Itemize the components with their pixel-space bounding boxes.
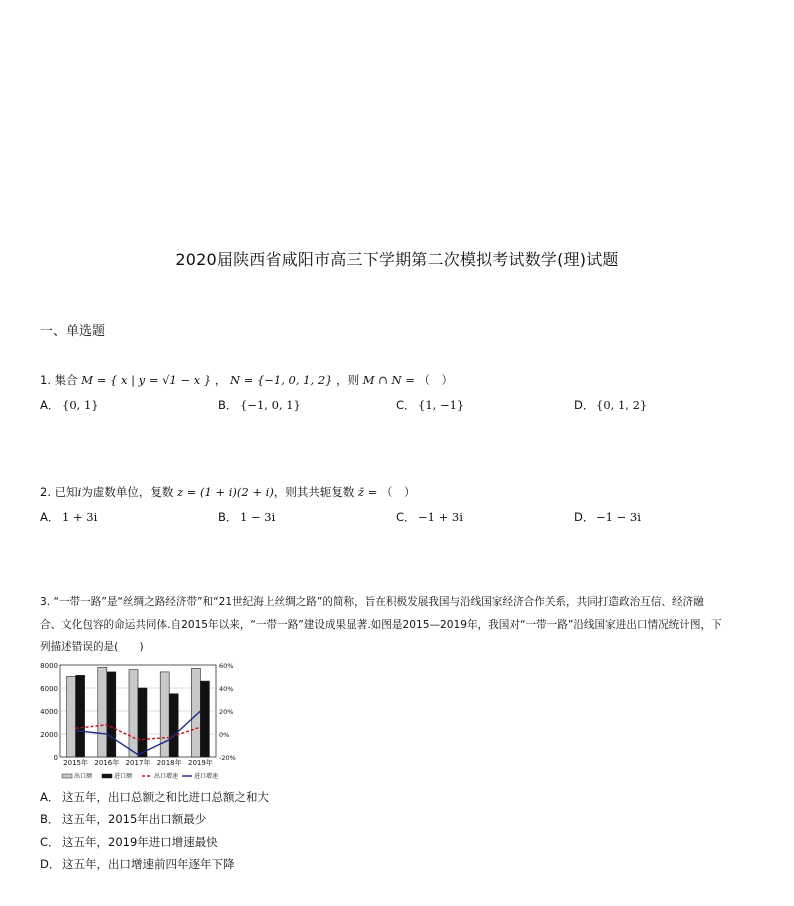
q1-option-c-text: {1, −1} — [418, 398, 465, 412]
q1-option-c[interactable]: C． {1, −1} — [396, 398, 465, 412]
x-tick-label: 2019年 — [187, 759, 213, 767]
q3-line-1: 3. “一带一路”是“丝绸之路经济带”和“21世纪海上丝绸之路”的简称，旨在积极发展我国与沿线国家经济合作关系，共同打造政治互信、经济融 — [40, 596, 704, 608]
x-tick-label: 2017年 — [125, 759, 151, 767]
y-left-tick-label: 0 — [53, 754, 58, 762]
bar-进口额 — [169, 694, 178, 757]
question-1 — [40, 372, 453, 388]
q2-blank: （ ） — [381, 485, 416, 499]
q2-option-d[interactable]: D． −1 − 3i — [574, 510, 641, 524]
q2-text-1: 为虚数单位，复数 — [81, 485, 174, 499]
page-title: 2020届陕西省咸阳市高三下学期第二次模拟考试数学(理)试题 — [175, 250, 619, 269]
y-right-tick-label: 0% — [219, 731, 230, 739]
q1-option-d-text: {0, 1, 2} — [596, 398, 648, 412]
legend-label: 出口额 — [74, 773, 93, 780]
q1-option-b[interactable]: B． {−1, 0, 1} — [218, 398, 301, 412]
bar-进口额 — [76, 675, 85, 757]
chart-bars — [67, 667, 210, 757]
bar-进口额 — [200, 681, 209, 757]
y-left-tick-label: 2000 — [40, 731, 58, 739]
q2-option-a-text: 1 + 3i — [62, 510, 98, 524]
q1-set-n: N = {−1, 0, 1, 2} — [229, 373, 333, 387]
q2-option-c-text: −1 + 3i — [418, 510, 463, 524]
y-right-tick-label: 40% — [219, 685, 234, 693]
bar-进口额 — [138, 688, 147, 757]
section-heading: 一、单选题 — [40, 324, 106, 339]
q2-prefix: 2. 已知 — [40, 485, 78, 499]
q2-text-2: ，则其共轭复数 — [273, 485, 355, 499]
q1-mid: ， — [214, 373, 227, 387]
x-tick-label: 2018年 — [156, 759, 182, 767]
q2-option-a[interactable]: A． 1 + 3i — [40, 510, 98, 524]
bar-出口额 — [67, 677, 76, 758]
bar-出口额 — [129, 670, 138, 757]
y-left-tick-label: 4000 — [40, 708, 58, 716]
y-right-tick-label: 60% — [219, 662, 234, 670]
q3-line-3: 列描述错误的是( ) — [40, 641, 144, 653]
y-left-tick-label: 8000 — [40, 662, 58, 670]
legend-label: 进口增速 — [194, 773, 219, 780]
q1-ask: ，则 — [336, 373, 360, 387]
y-right-tick-label: 20% — [219, 708, 234, 716]
q2-option-b[interactable]: B． 1 − 3i — [218, 510, 276, 524]
q3-option-b-text: 这五年，2015年出口额最少 — [62, 812, 207, 826]
q1-option-b-text: {−1, 0, 1} — [240, 398, 301, 412]
legend-label: 进口额 — [114, 773, 133, 780]
q1-blank: （ ） — [418, 373, 453, 387]
y-left-tick-label: 6000 — [40, 685, 58, 693]
q2-zbar: z̄ = — [357, 485, 378, 499]
x-tick-label: 2016年 — [94, 759, 120, 767]
trade-chart — [38, 657, 244, 785]
legend-swatch — [102, 774, 112, 778]
q2-expr: z = (1 + i)(2 + i) — [176, 485, 274, 499]
chart-legend — [62, 772, 218, 780]
q1-set-m: M = { x | y = √1 − x } — [81, 373, 212, 387]
q3-option-b[interactable]: B． 这五年，2015年出口额最少 — [40, 812, 207, 826]
q3-option-d-text: 这五年，出口增速前四年逐年下降 — [62, 857, 235, 871]
q3-option-c[interactable]: C． 这五年，2019年进口增速最快 — [40, 835, 218, 849]
x-tick-label: 2015年 — [63, 759, 89, 767]
q3-option-a-text: 这五年，出口总额之和比进口总额之和大 — [62, 790, 269, 804]
y-right-tick-label: -20% — [219, 754, 236, 762]
q1-option-a[interactable]: A． {0, 1} — [40, 398, 99, 412]
legend-swatch — [62, 774, 72, 778]
q3-line-2: 合、文化包容的命运共同体.自2015年以来，“一带一路”建设成果显著.如图是2015—2019年，我国对“一带一路”沿线国家进出口情况统计图，下 — [40, 619, 722, 631]
q2-option-d-text: −1 − 3i — [596, 510, 641, 524]
q1-ask-expr: M ∩ N = — [362, 373, 415, 387]
q3-option-c-text: 这五年，2019年进口增速最快 — [62, 835, 218, 849]
bar-出口额 — [98, 667, 107, 757]
legend-label: 出口增速 — [154, 773, 179, 780]
q1-option-a-text: {0, 1} — [62, 398, 99, 412]
question-2 — [40, 484, 416, 500]
q1-option-d[interactable]: D． {0, 1, 2} — [574, 398, 648, 412]
q1-prefix: 1. 集合 — [40, 373, 78, 387]
q2-i: i — [77, 485, 82, 499]
q3-option-a[interactable]: A． 这五年，出口总额之和比进口总额之和大 — [40, 790, 269, 804]
bar-出口额 — [160, 672, 169, 757]
bar-进口额 — [107, 672, 116, 757]
q2-option-b-text: 1 − 3i — [240, 510, 276, 524]
q3-option-d[interactable]: D． 这五年，出口增速前四年逐年下降 — [40, 857, 235, 871]
q2-option-c[interactable]: C． −1 + 3i — [396, 510, 463, 524]
